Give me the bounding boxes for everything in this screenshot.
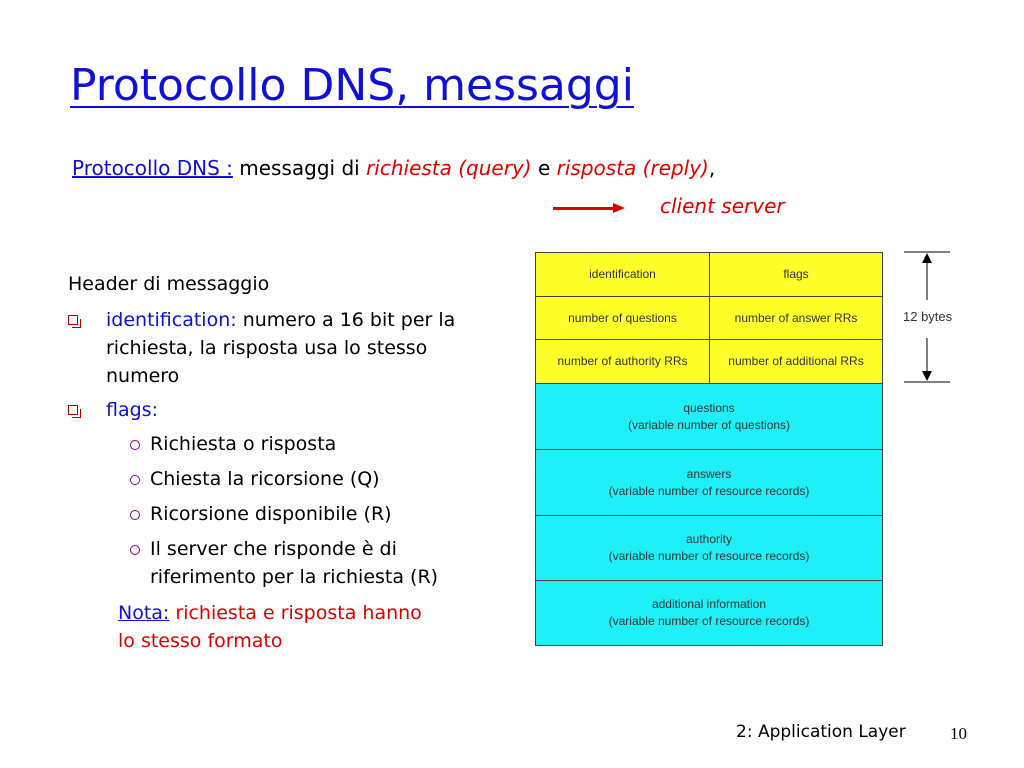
flag-item [68,500,470,528]
flag-item-text: Il server che risponde è di riferimento per la richiesta (R) [150,538,439,588]
subtitle-query: richiesta (query) [366,156,532,180]
nota-note [68,599,438,655]
identification-field: identification [535,252,710,297]
footer-text: 2: Application Layer [736,722,906,742]
section-desc: (variable number of questions) [627,417,791,432]
arrow-up-icon [922,253,932,263]
slide-title: Protocollo DNS, messaggi [70,60,634,111]
flag-item-text: Chiesta la ricorsione (Q) [150,468,380,490]
section-name: authority [685,532,733,546]
message-header-description [68,270,488,655]
bytes-label: 12 bytes [903,309,953,324]
header-heading: Header di messaggio [68,273,270,295]
section-desc: (variable number of resource records) [608,549,810,563]
subtitle-text2: e [531,156,557,180]
nota-text: richiesta e risposta hanno lo stesso formato [118,602,422,652]
section-name: questions [683,400,735,415]
square-bullet-icon [68,315,78,325]
identification-text: numero a 16 bit per la richiesta, la risposta usa lo stesso numero [106,309,456,387]
client-server-label: client server [660,194,785,218]
flags-bullet [68,396,488,424]
additional-information-section [535,580,883,646]
questions-section [535,383,883,450]
flag-item [68,430,470,458]
subtitle-line [72,156,715,180]
identification-bullet [68,306,488,390]
section-desc: (variable number of resource records) [608,483,810,498]
num-questions-field: number of questions [535,296,710,340]
flag-item-text: Ricorsione disponibile (R) [150,503,392,525]
num-authority-rrs-field: number of authority RRs [535,339,710,384]
num-answer-rrs-field: number of answer RRs [709,296,883,340]
subtitle-prefix: Protocollo DNS : [72,156,233,180]
circle-bullet-icon [130,440,140,450]
section-name: answers [686,466,732,481]
num-additional-rrs-field: number of additional RRs [709,339,883,384]
answers-section [535,449,883,516]
flag-item-text: Richiesta o risposta [150,433,337,455]
nota-label: Nota: [118,602,170,624]
subtitle-comma: , [708,156,716,180]
identification-label: identification: [106,309,237,331]
section-desc: (variable number of resource records) [608,614,810,628]
section-name: additional information [651,597,767,611]
page-number: 10 [950,724,967,743]
circle-bullet-icon [130,545,140,555]
flags-label: flags: [106,399,158,421]
circle-bullet-icon [130,510,140,520]
subtitle-text1: messaggi di [232,156,367,180]
square-bullet-icon [68,405,78,415]
flag-item [68,535,470,591]
arrow-down-icon [922,371,932,381]
subtitle-reply: risposta (reply) [556,156,709,180]
circle-bullet-icon [130,475,140,485]
authority-section [535,515,883,581]
flag-item [68,465,470,493]
flags-field: flags [709,252,883,297]
